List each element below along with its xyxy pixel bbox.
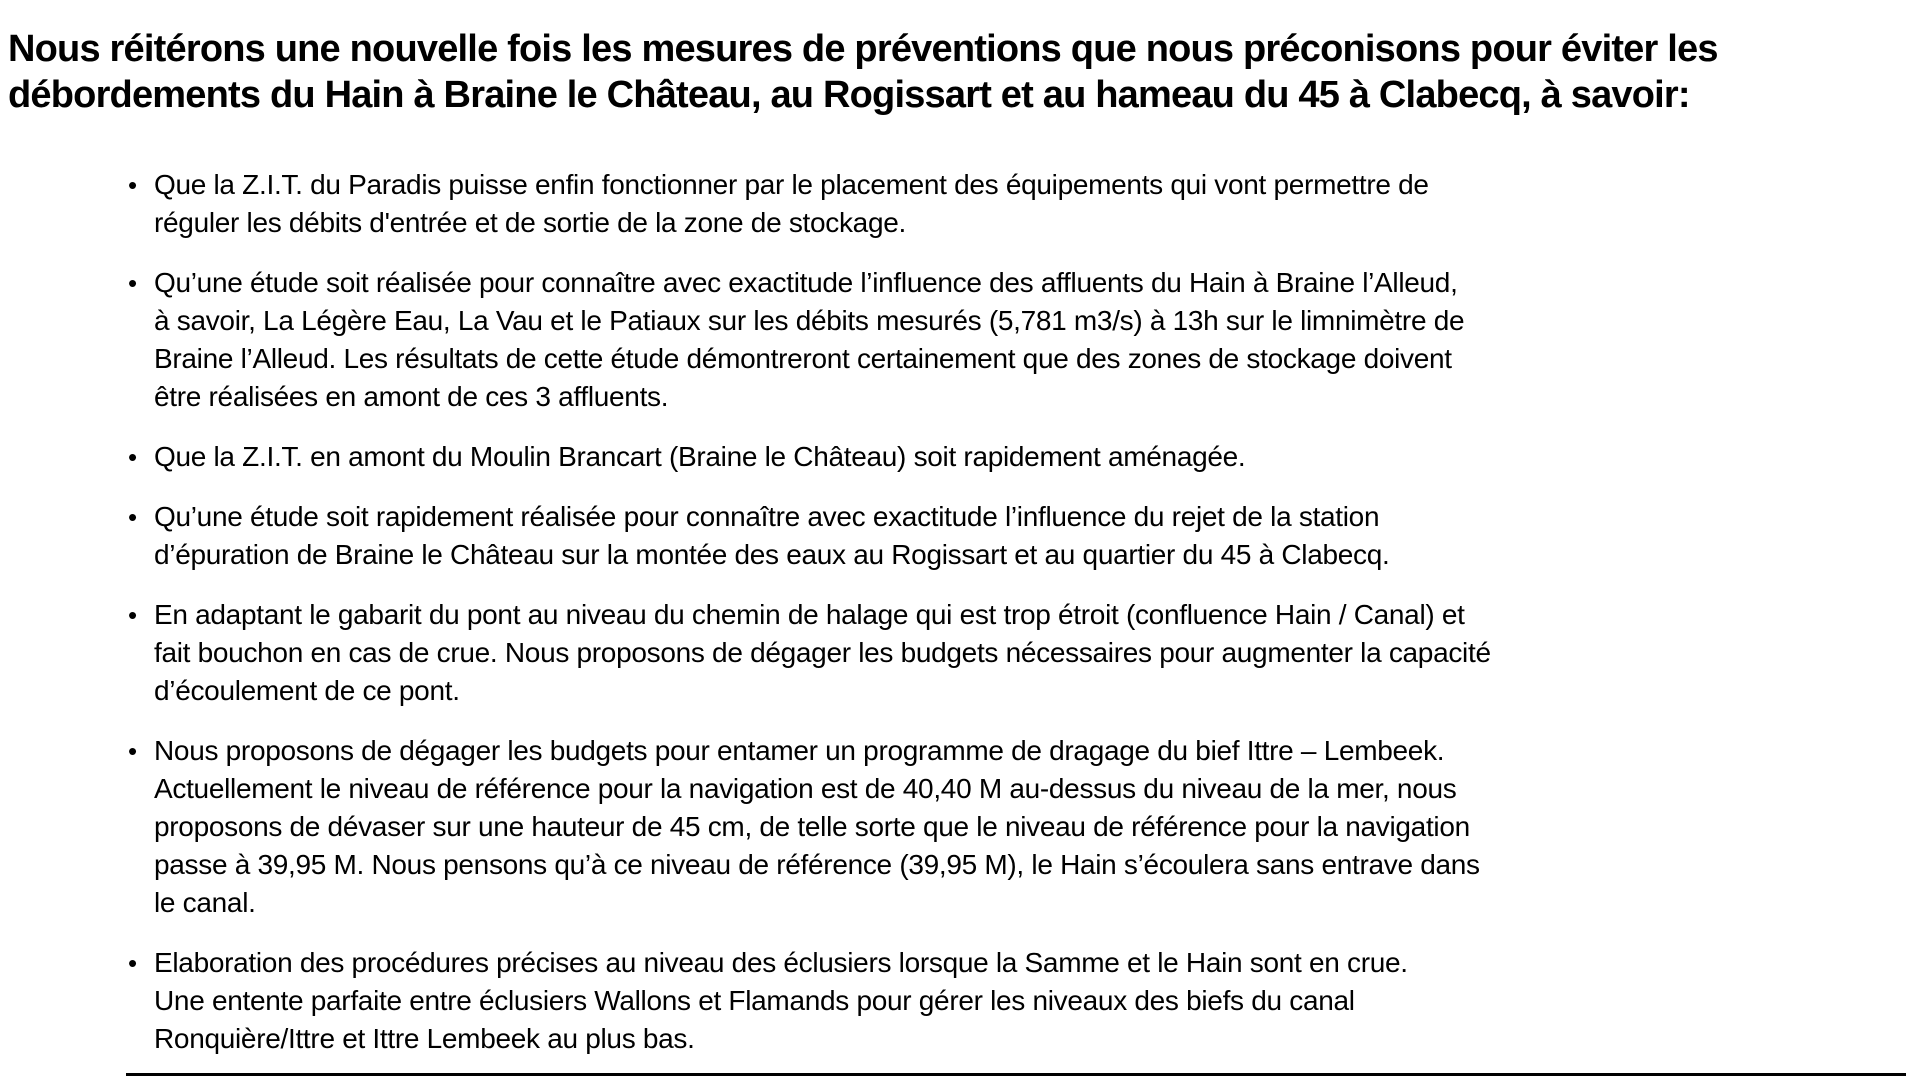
bullet-text-line: passe à 39,95 M. Nous pensons qu’à ce niveau de référence (39,95 M), le Hain s’écoulera sans entrave dans (154, 849, 1480, 880)
bullet-item-6 (128, 732, 1491, 922)
bullet-text-line: fait bouchon en cas de crue. Nous proposons de dégager les budgets nécessaires pour augmenter la capacité (154, 637, 1491, 668)
bullet-text-line: • Nous proposons de dégager les budgets pour entamer un programme de dragage du bief Ittre – Lembeek. (154, 735, 1445, 766)
bullet-text-line: à savoir, La Légère Eau, La Vau et le Patiaux sur les débits mesurés (5,781 m3/s) à 13h sur le limnimètre de (154, 305, 1465, 336)
bullet-item-4 (128, 498, 1491, 574)
bullet-item-7 (128, 944, 1491, 1058)
bullet-item-2 (128, 264, 1491, 416)
bullet-text-line: • Qu’une étude soit rapidement réalisée pour connaître avec exactitude l’influence du rejet de la station (154, 501, 1380, 532)
bullet-text-line: d’écoulement de ce pont. (154, 675, 460, 706)
bullet-text-line: proposons de dévaser sur une hauteur de 45 cm, de telle sorte que le niveau de référence pour la navigation (154, 811, 1470, 842)
bullet-item-5 (128, 596, 1491, 710)
bullet-text-line: Actuellement le niveau de référence pour la navigation est de 40,40 M au-dessus du niveau de la mer, nous (154, 773, 1457, 804)
title-line-2: débordements du Hain à Braine le Château, au Rogissart et au hameau du 45 à Clabecq, à savoir: (8, 74, 1690, 116)
bullet-text-line: • En adaptant le gabarit du pont au niveau du chemin de halage qui est trop étroit (confluence Hain / Canal) et (154, 599, 1465, 630)
bullet-list (128, 166, 1491, 1080)
bullet-item-1 (128, 166, 1491, 242)
bullet-text-line: Braine l’Alleud. Les résultats de cette étude démontreront certainement que des zones de stockage doivent (154, 343, 1452, 374)
bullet-text-line: Une entente parfaite entre éclusiers Wallons et Flamands pour gérer les niveaux des biefs du canal (154, 985, 1355, 1016)
bullet-text-line: • Elaboration des procédures précises au niveau des éclusiers lorsque la Samme et le Hain sont en crue. (154, 947, 1408, 978)
bullet-text-line: d’épuration de Braine le Château sur la montée des eaux au Rogissart et au quartier du 45 à Clabecq. (154, 539, 1390, 570)
title-line-1: Nous réitérons une nouvelle fois les mesures de préventions que nous préconisons pour éviter les (8, 28, 1718, 70)
bullet-item-3 (128, 438, 1491, 476)
page-title (8, 26, 1718, 118)
bullet-text-line: réguler les débits d'entrée et de sortie de la zone de stockage. (154, 207, 906, 238)
bottom-divider-line (126, 1073, 1906, 1076)
bullet-text-line: • Que la Z.I.T. du Paradis puisse enfin fonctionner par le placement des équipements qui vont permettre de (154, 169, 1429, 200)
bullet-text-line: • Que la Z.I.T. en amont du Moulin Brancart (Braine le Château) soit rapidement aménagée. (154, 441, 1246, 472)
bullet-text-line: • Qu’une étude soit réalisée pour connaître avec exactitude l’influence des affluents du Hain à Braine l’Alleud, (154, 267, 1458, 298)
bullet-text-line: être réalisées en amont de ces 3 affluents. (154, 381, 669, 412)
bullet-text-line: Ronquière/Ittre et Ittre Lembeek au plus bas. (154, 1023, 695, 1054)
bullet-text-line: le canal. (154, 887, 256, 918)
